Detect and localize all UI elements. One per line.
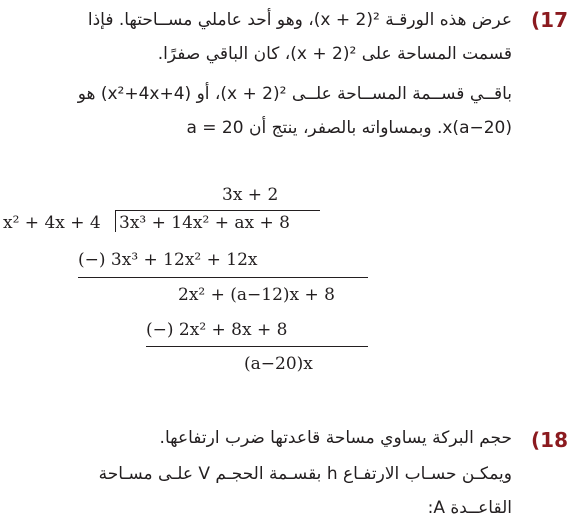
q18-line-1: حجم البركة يساوي مساحة قاعدتها ضرب ارتفاعها.	[159, 428, 512, 448]
division-quotient: 3x + 2	[222, 185, 279, 205]
division-line-2	[146, 346, 368, 347]
division-divisor: x² + 4x + 4	[3, 213, 101, 233]
q17-line-3: باقــي قســمة المســاحة علــى ²(x + 2)، أو (x²+4x+4) هو	[77, 84, 512, 104]
division-remainder-1: 2x² + (a−12)x + 8	[178, 285, 336, 305]
division-bracket	[115, 210, 116, 232]
division-subtract-1: (−) 3x³ + 12x² + 12x	[78, 250, 258, 270]
q17-line-1: عرض هذه الورقـة ²(x + 2)، وهو أحد عاملي مســاحتها. فإذا	[87, 10, 512, 30]
q18-line-2: ويمكـن حسـاب الارتفـاع h بقسـمة الحجـم V علـى مسـاحة	[98, 464, 512, 484]
question-18-number: (18	[531, 428, 568, 452]
division-subtract-2: (−) 2x² + 8x + 8	[146, 320, 288, 340]
q18-line-3: القاعــدة A:	[427, 498, 512, 518]
q17-line-2: قسمت المساحة على ²(x + 2)، كان الباقي صفرًا.	[157, 44, 512, 64]
division-line-1	[78, 277, 368, 278]
division-dividend: 3x³ + 14x² + ax + 8	[119, 213, 290, 233]
q17-line-4: (a−20)x. وبمساواته بالصفر، ينتج أن a = 20	[186, 118, 512, 138]
division-bar	[115, 210, 320, 211]
division-remainder-2: (a−20)x	[244, 354, 313, 374]
question-17-number: (17	[531, 8, 568, 32]
